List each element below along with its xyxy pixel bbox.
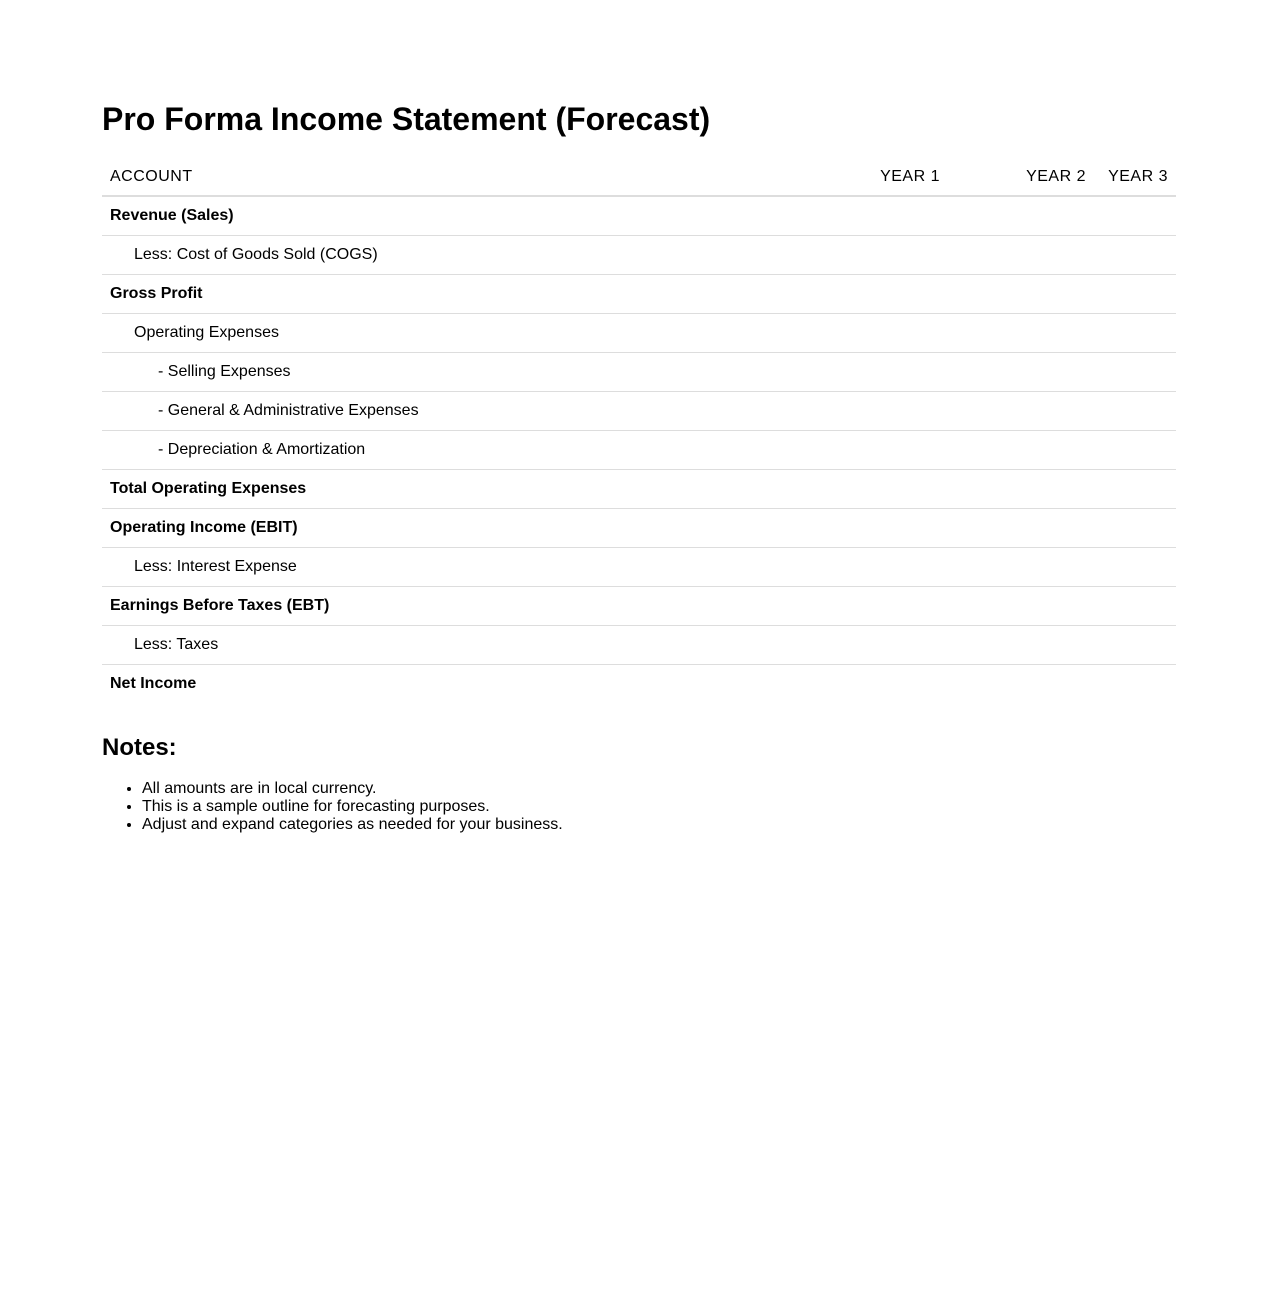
amount-year-1 [802,508,948,547]
amount-year-3 [1094,586,1176,625]
amount-year-1 [802,586,948,625]
notes-heading: Notes: [102,734,177,761]
amount-year-1 [802,469,948,508]
account-label: - Depreciation & Amortization [102,430,802,469]
income-statement-table [102,158,1176,703]
page-title: Pro Forma Income Statement (Forecast) [102,101,711,137]
amount-year-2 [948,352,1094,391]
amount-year-2 [948,430,1094,469]
table-row [102,430,1176,469]
amount-year-3 [1094,508,1176,547]
amount-year-2 [948,313,1094,352]
amount-year-1 [802,274,948,313]
table-row [102,352,1176,391]
amount-year-1 [802,352,948,391]
amount-year-3 [1094,274,1176,313]
amount-year-2 [948,586,1094,625]
account-label: - General & Administrative Expenses [102,391,802,430]
amount-year-3 [1094,664,1176,703]
note-item: • This is a sample outline for forecasting purposes. [142,798,563,816]
table-row [102,313,1176,352]
table-row [102,625,1176,664]
header-account: ACCOUNT [102,158,802,196]
table-row [102,508,1176,547]
table-row [102,274,1176,313]
account-label: - Selling Expenses [102,352,802,391]
table-body [102,196,1176,703]
account-label: Less: Taxes [102,625,802,664]
table-row [102,235,1176,274]
header-year-1: YEAR 1 [802,158,948,196]
header-year-2: YEAR 2 [948,158,1094,196]
table-row [102,391,1176,430]
amount-year-3 [1094,352,1176,391]
amount-year-2 [948,391,1094,430]
amount-year-1 [802,235,948,274]
account-label: Total Operating Expenses [102,469,802,508]
amount-year-3 [1094,235,1176,274]
amount-year-3 [1094,430,1176,469]
account-label: Less: Cost of Goods Sold (COGS) [102,235,802,274]
amount-year-3 [1094,313,1176,352]
account-label: Operating Expenses [102,313,802,352]
header-year-3: YEAR 3 [1094,158,1176,196]
amount-year-2 [948,547,1094,586]
account-label: Earnings Before Taxes (EBT) [102,586,802,625]
amount-year-2 [948,274,1094,313]
account-label: Net Income [110,674,197,692]
amount-year-1 [802,391,948,430]
amount-year-1 [802,430,948,469]
amount-year-2 [948,196,1094,235]
table-row [102,664,1176,703]
amount-year-1 [802,313,948,352]
amount-year-3 [1094,625,1176,664]
amount-year-3 [1094,547,1176,586]
amount-year-1 [802,547,948,586]
account-label: Operating Income (EBIT) [102,508,802,547]
table-row [102,469,1176,508]
table-row [102,547,1176,586]
note-item: • All amounts are in local currency. [142,780,563,798]
table-header-row [102,158,1176,196]
amount-year-3 [1094,391,1176,430]
amount-year-3 [1094,196,1176,235]
amount-year-1 [802,664,948,703]
account-label: Gross Profit [102,274,802,313]
amount-year-2 [948,235,1094,274]
amount-year-2 [948,508,1094,547]
amount-year-2 [948,625,1094,664]
table-row [102,586,1176,625]
account-label: Revenue (Sales) [102,196,802,235]
amount-year-1 [802,196,948,235]
amount-year-3 [1094,469,1176,508]
amount-year-1 [802,625,948,664]
account-label: Less: Interest Expense [102,547,802,586]
notes-list [102,780,563,834]
table-row [102,196,1176,235]
amount-year-2 [948,664,1094,703]
amount-year-2 [948,469,1094,508]
note-item: • Adjust and expand categories as needed for your business. [142,816,563,834]
